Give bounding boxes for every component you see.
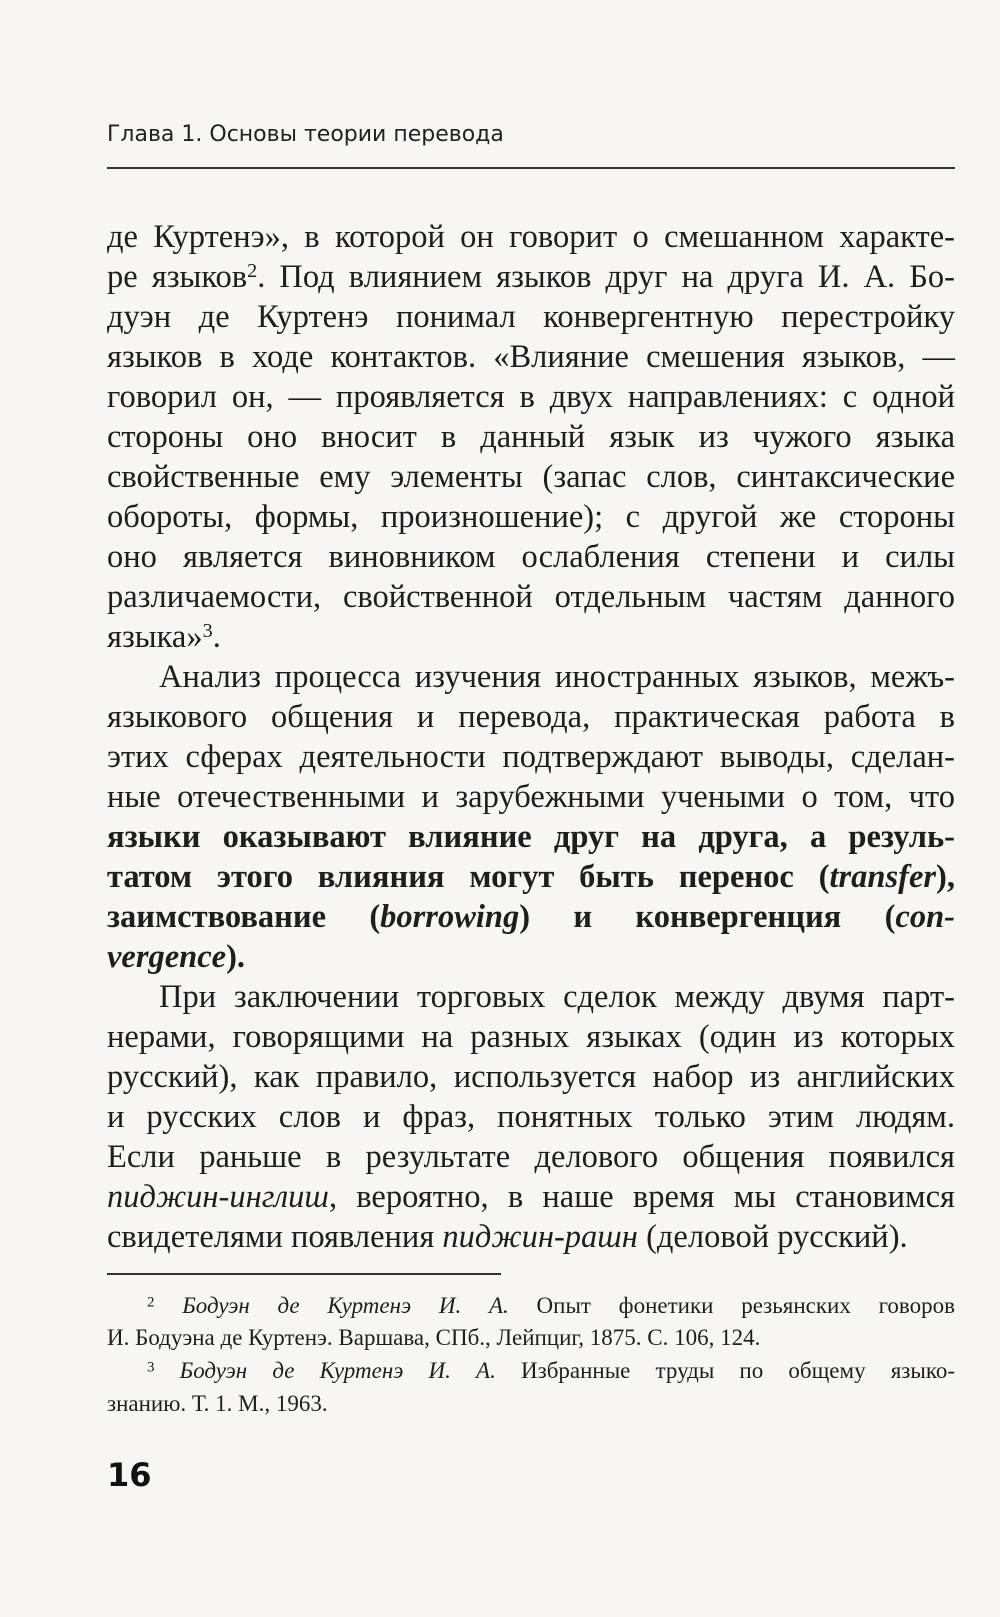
footnote-number: 3 bbox=[147, 1359, 155, 1376]
text-line: различаемости, свойственной отдельным частям данного bbox=[107, 579, 955, 615]
text-line: нерами, говорящими на разных языках (один из которых bbox=[107, 1019, 955, 1055]
footnote-author: Бодуэн де Куртенэ И. А. bbox=[179, 1358, 496, 1383]
footnote-line bbox=[107, 1288, 955, 1324]
text-line: При заключении торговых сделок между двумя парт- bbox=[159, 979, 955, 1015]
text-run: , вероятно, в наше время мы становимся bbox=[328, 1179, 955, 1215]
term-english: transfer bbox=[829, 859, 937, 895]
term-english: borrowing bbox=[380, 899, 520, 935]
text-run: . Под влиянием языков друг на друга И. А. Бо- bbox=[257, 259, 955, 295]
text-line: де Куртенэ», в которой он говорит о смешанном характе- bbox=[107, 219, 955, 255]
header-rule bbox=[107, 167, 955, 169]
page-number: 16 bbox=[107, 1456, 152, 1494]
footnote-text: Опыт фонетики резьянских говоров bbox=[508, 1293, 955, 1318]
text-line: стороны оно вносит в данный язык из чужого языка bbox=[107, 419, 955, 455]
footnote-ref: 2 bbox=[247, 259, 258, 282]
text-line: оно является виновником ослабления степени и силы bbox=[107, 539, 955, 575]
footnote-number: 2 bbox=[147, 1294, 155, 1311]
text-line: языков в ходе контактов. «Влияние смешения языков, — bbox=[107, 339, 955, 375]
text-run: ). bbox=[226, 939, 246, 975]
text-line: этих сферах деятельности подтверждают выводы, сделан- bbox=[107, 739, 955, 775]
text-run: ), bbox=[936, 859, 955, 895]
text-run: ) и конвергенция ( bbox=[519, 899, 896, 935]
text-run: языка» bbox=[107, 619, 203, 655]
text-line: языкового общения и перевода, практическая работа в bbox=[107, 699, 955, 735]
text-line: и русских слов и фраз, понятных только этим людям. bbox=[107, 1099, 955, 1135]
text-line: языки оказывают влияние друг на друга, а резуль- bbox=[107, 819, 955, 855]
footnote-author: Бодуэн де Куртенэ И. А. bbox=[182, 1293, 509, 1318]
text-line: обороты, формы, произношение); с другой же стороны bbox=[107, 499, 955, 535]
term-english: con- bbox=[895, 899, 955, 935]
footnote-text: Избранные труды по общему языко- bbox=[495, 1358, 956, 1383]
term-italic: пиджин-рашн bbox=[442, 1219, 638, 1255]
footnote-line: И. Бодуэна де Куртенэ. Варшава, СПб., Лейпциг, 1875. С. 106, 124. bbox=[107, 1325, 761, 1350]
text-run: (деловой русский). bbox=[637, 1219, 908, 1255]
text-run: . bbox=[212, 619, 221, 655]
text-run: ре языков bbox=[107, 259, 248, 295]
text-run: свидетелями появления bbox=[107, 1219, 443, 1255]
term-english: vergence bbox=[107, 939, 227, 975]
text-line: дуэн де Куртенэ понимал конвергентную перестройку bbox=[107, 299, 955, 335]
footnote-line: знанию. Т. 1. М., 1963. bbox=[107, 1391, 328, 1416]
footnote-rule bbox=[107, 1273, 501, 1275]
footnote-ref: 3 bbox=[202, 619, 213, 642]
text-line bbox=[107, 1214, 955, 1260]
term-italic: пиджин-инглиш bbox=[107, 1179, 329, 1215]
text-line: свойственные ему элементы (запас слов, синтаксические bbox=[107, 459, 955, 495]
text-line: Анализ процесса изучения иностранных языков, межъ- bbox=[159, 659, 955, 695]
text-run: заимствование ( bbox=[107, 899, 381, 935]
text-line: русский), как правило, используется набор из английских bbox=[107, 1059, 955, 1095]
text-line: говорил он, — проявляется в двух направлениях: с одной bbox=[107, 379, 955, 415]
text-line: Если раньше в результате делового общения появился bbox=[107, 1139, 955, 1175]
text-run: татом этого влияния могут быть перенос ( bbox=[107, 859, 830, 895]
text-line: ные отечественными и зарубежными учеными о том, что bbox=[107, 779, 955, 815]
running-header: Глава 1. Основы теории перевода bbox=[107, 122, 504, 147]
footnote-line bbox=[107, 1353, 955, 1389]
